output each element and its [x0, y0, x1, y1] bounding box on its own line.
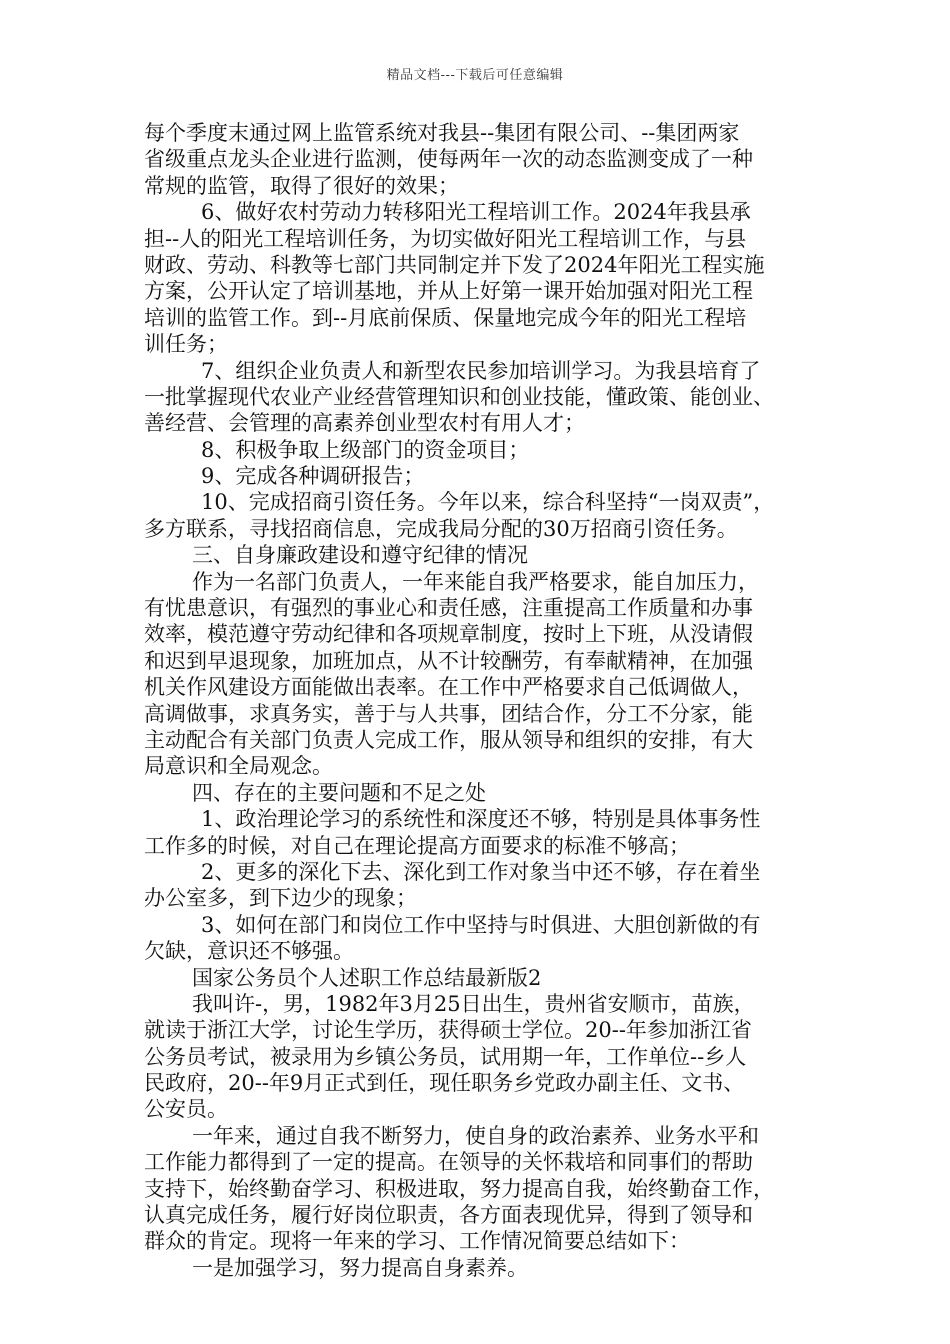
text-line: 公安员。 — [144, 1097, 228, 1122]
text-line: 3、如何在部门和岗位工作中坚持与时俱进、大胆创新做的有 — [201, 912, 761, 937]
text-line: 培训的监管工作。到--月底前保质、保量地完成今年的阳光工程培 — [144, 305, 747, 330]
text-line: 1、政治理论学习的系统性和深度还不够，特别是具体事务性 — [201, 807, 761, 832]
text-line: 工作能力都得到了一定的提高。在领导的关怀栽培和同事们的帮助 — [144, 1150, 753, 1175]
text-line: 四、存在的主要问题和不足之处 — [192, 780, 486, 805]
text-line: 民政府，20--年9月正式到任，现任职务乡党政办副主任、文书、 — [144, 1071, 745, 1096]
text-line: 高调做事，求真务实，善于与人共事，团结合作，分工不分家，能 — [144, 701, 753, 726]
text-line: 效率，模范遵守劳动纪律和各项规章制度，按时上下班，从没请假 — [144, 622, 753, 647]
text-line: 训任务； — [144, 332, 228, 357]
text-line: 7、组织企业负责人和新型农民参加培训学习。为我县培育了 — [201, 358, 761, 383]
text-line: 有忧患意识，有强烈的事业心和责任感，注重提高工作质量和办事 — [144, 596, 753, 621]
text-line: 局意识和全局观念。 — [144, 754, 333, 779]
text-line: 一批掌握现代农业产业经营管理知识和创业技能，懂政策、能创业、 — [144, 384, 774, 409]
text-line: 三、自身廉政建设和遵守纪律的情况 — [192, 543, 528, 568]
text-line: 一是加强学习，努力提高自身素养。 — [192, 1255, 528, 1280]
text-line: 机关作风建设方面能做出表率。在工作中严格要求自己低调做人， — [144, 675, 753, 700]
text-line: 担--人的阳光工程培训任务，为切实做好阳光工程培训工作，与县 — [144, 226, 747, 251]
text-line: 就读于浙江大学，讨论生学历，获得硕士学位。20--年参加浙江省 — [144, 1018, 752, 1043]
document-body — [144, 120, 829, 1281]
text-line: 每个季度末通过网上监管系统对我县--集团有限公司、--集团两家 — [144, 121, 740, 145]
text-line: 群众的肯定。现将一年来的学习、工作情况简要总结如下： — [144, 1229, 690, 1254]
text-line: 欠缺，意识还不够强。 — [144, 939, 354, 964]
text-line: 和迟到早退现象，加班加点，从不计较酬劳，有奉献精神，在加强 — [144, 648, 753, 673]
text-line: 6、做好农村劳动力转移阳光工程培训工作。2024年我县承 — [201, 200, 751, 225]
text-line: 9、完成各种调研报告； — [201, 464, 425, 489]
text-line: 认真完成任务，履行好岗位职责，各方面表现优异，得到了领导和 — [144, 1203, 753, 1228]
text-line: 善经营、会管理的高素养创业型农村有用人才； — [144, 411, 585, 436]
text-line: 一年来，通过自我不断努力，使自身的政治素养、业务水平和 — [192, 1123, 759, 1148]
text-line: 公务员考试，被录用为乡镇公务员，试用期一年，工作单位--乡人 — [144, 1044, 747, 1069]
text-line: 国家公务员个人述职工作总结最新版2 — [192, 965, 542, 990]
text-line: 方案，公开认定了培训基地，并从上好第一课开始加强对阳光工程 — [144, 279, 753, 304]
text-line: 2、更多的深化下去、深化到工作对象当中还不够，存在着坐 — [201, 859, 761, 884]
text-line: 常规的监管，取得了很好的效果； — [144, 173, 459, 198]
text-line: 作为一名部门负责人，一年来能自我严格要求，能自加压力， — [192, 569, 759, 594]
text-line: 8、积极争取上级部门的资金项目； — [201, 437, 530, 462]
text-line: 工作多的时候，对自己在理论提高方面要求的标准不够高； — [144, 833, 690, 858]
text-line: 主动配合有关部门负责人完成工作，服从领导和组织的安排，有大 — [144, 727, 753, 752]
text-line: 支持下，始终勤奋学习、积极进取，努力提高自我，始终勤奋工作， — [144, 1176, 774, 1201]
text-line: 我叫许-，男，1982年3月25日出生，贵州省安顺市，苗族， — [192, 991, 755, 1016]
text-line: 多方联系，寻找招商信息，完成我局分配的30万招商引资任务。 — [144, 516, 738, 541]
text-line: 财政、劳动、科教等七部门共同制定并下发了2024年阳光工程实施 — [144, 252, 765, 277]
page-header: 精品文档---下载后可任意编辑 — [386, 68, 564, 83]
text-line: 办公室多，到下边少的现象； — [144, 886, 417, 911]
text-line: 省级重点龙头企业进行监测，使每两年一次的动态监测变成了一种 — [144, 147, 753, 172]
text-line: 10、完成招商引资任务。今年以来，综合科坚持“一岗双责”， — [201, 490, 775, 515]
